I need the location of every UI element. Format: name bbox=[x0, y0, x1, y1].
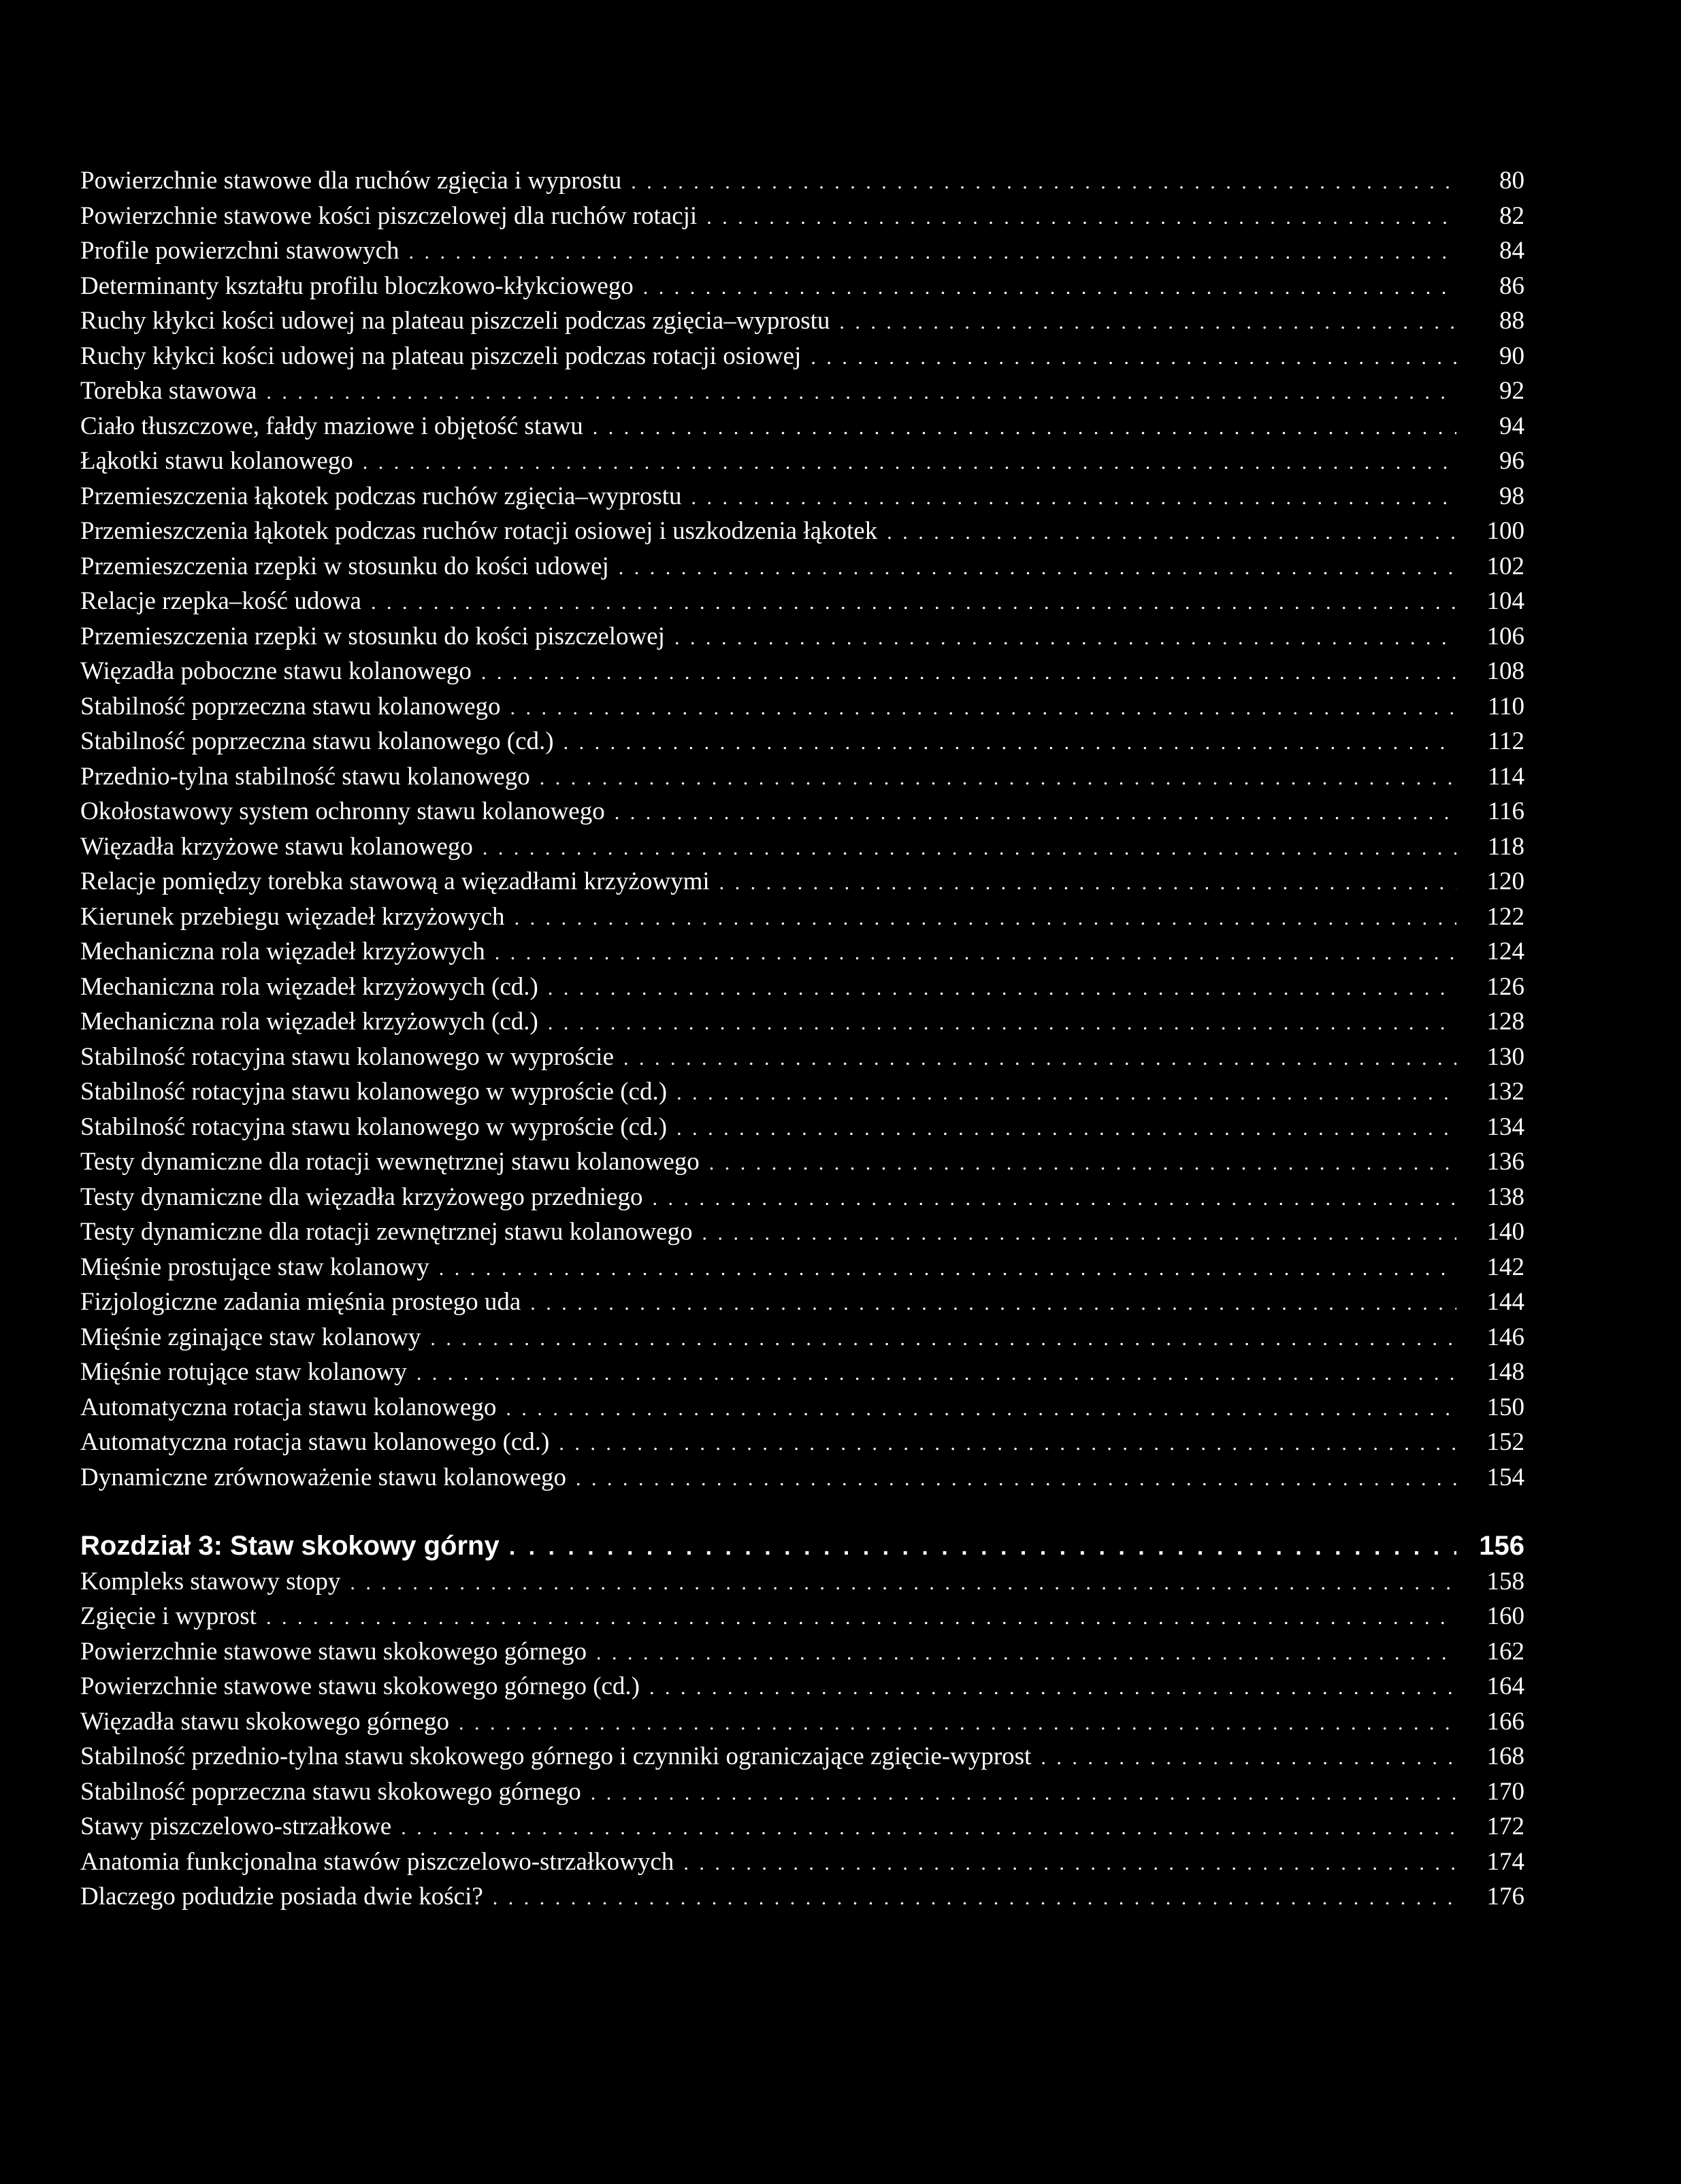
toc-entry-title: Mechaniczna rola więzadeł krzyżowych (cd.) bbox=[80, 1008, 538, 1036]
dot-leader bbox=[593, 410, 1456, 446]
toc-entry[interactable] bbox=[80, 1004, 1524, 1040]
toc-entry-title: Przemieszczenia rzepki w stosunku do kości udowej bbox=[80, 552, 609, 580]
dot-leader bbox=[591, 1776, 1456, 1811]
toc-entry-page-number: 100 bbox=[1486, 517, 1524, 545]
dot-leader bbox=[683, 1846, 1456, 1881]
dot-leader bbox=[811, 340, 1456, 376]
toc-entry-title: Kompleks stawowy stopy bbox=[80, 1567, 341, 1595]
toc-entry-title: Stabilność rotacyjna stawu kolanowego w wyproście (cd.) bbox=[80, 1078, 668, 1106]
toc-entry-title: Mechaniczna rola więzadeł krzyżowych bbox=[80, 938, 485, 965]
toc-entry-title: Przemieszczenia rzepki w stosunku do kości piszczelowej bbox=[80, 622, 665, 650]
toc-entry-page-number: 136 bbox=[1486, 1148, 1524, 1176]
toc-entry[interactable] bbox=[80, 1460, 1524, 1495]
toc-entry[interactable] bbox=[80, 479, 1524, 514]
dot-leader bbox=[430, 1321, 1456, 1357]
toc-entry-page-number: 86 bbox=[1499, 271, 1524, 300]
toc-entry-page-number: 96 bbox=[1499, 447, 1524, 475]
toc-entry[interactable] bbox=[80, 1425, 1524, 1460]
toc-entry-title: Testy dynamiczne dla rotacji zewnętrznej stawu kolanowego bbox=[80, 1218, 693, 1246]
dot-leader bbox=[702, 1216, 1456, 1251]
dot-leader bbox=[409, 235, 1456, 270]
toc-entry-page-number: 112 bbox=[1487, 727, 1524, 755]
dot-leader bbox=[417, 1356, 1456, 1391]
toc-entry-page-number: 126 bbox=[1486, 972, 1524, 1001]
toc-entry[interactable] bbox=[80, 689, 1524, 725]
dot-leader bbox=[706, 200, 1456, 235]
dot-leader bbox=[266, 1600, 1456, 1636]
toc-entry-page-number: 160 bbox=[1486, 1602, 1524, 1630]
dot-leader bbox=[548, 1006, 1456, 1041]
toc-entry[interactable] bbox=[80, 233, 1524, 269]
toc-entry[interactable] bbox=[80, 1390, 1524, 1425]
toc-entry[interactable] bbox=[80, 1355, 1524, 1390]
toc-entry-title: Ruchy kłykci kości udowej na plateau piszczeli podczas zgięcia–wyprostu bbox=[80, 307, 830, 335]
toc-entry-title: Okołostawowy system ochronny stawu kolanowego bbox=[80, 797, 605, 825]
dot-leader bbox=[652, 1181, 1456, 1217]
toc-entry-title: Profile powierzchni stawowych bbox=[80, 237, 399, 265]
toc-entry-page-number: 164 bbox=[1486, 1672, 1524, 1700]
dot-leader bbox=[576, 1461, 1456, 1497]
dot-leader bbox=[676, 1111, 1456, 1146]
toc-entry-page-number: 168 bbox=[1486, 1742, 1524, 1770]
toc-entry[interactable] bbox=[80, 1704, 1524, 1740]
toc-entry-page-number: 152 bbox=[1486, 1428, 1524, 1456]
toc-entry-page-number: 118 bbox=[1487, 832, 1524, 861]
toc-entry-page-number: 108 bbox=[1486, 657, 1524, 685]
toc-entry-page-number: 124 bbox=[1486, 938, 1524, 965]
toc-entry-title: Mięśnie zginające staw kolanowy bbox=[80, 1323, 421, 1351]
toc-entry[interactable] bbox=[80, 584, 1524, 619]
toc-entry-page-number: 170 bbox=[1486, 1777, 1524, 1806]
toc-entry[interactable] bbox=[80, 374, 1524, 409]
dot-leader bbox=[459, 1706, 1456, 1741]
toc-entry-page-number: 144 bbox=[1486, 1288, 1524, 1316]
toc-entry-title: Testy dynamiczne dla więzadła krzyżowego przedniego bbox=[80, 1182, 643, 1211]
toc-entry-title: Stabilność poprzeczna stawu kolanowego bbox=[80, 692, 501, 721]
toc-entry[interactable] bbox=[80, 339, 1524, 374]
toc-entry[interactable] bbox=[80, 899, 1524, 935]
toc-entry-title: Fizjologiczne zadania mięśnia prostego uda bbox=[80, 1288, 521, 1316]
toc-entry[interactable] bbox=[80, 1214, 1524, 1250]
dot-leader bbox=[401, 1810, 1456, 1846]
toc-entry-page-number: 102 bbox=[1486, 552, 1524, 580]
toc-entry[interactable] bbox=[80, 1320, 1524, 1355]
toc-entry[interactable] bbox=[80, 1564, 1524, 1600]
dot-leader bbox=[623, 1041, 1456, 1076]
toc-entry-page-number: 106 bbox=[1486, 622, 1524, 650]
toc-entry-title: Więzadła stawu skokowego górnego bbox=[80, 1707, 450, 1736]
dot-leader bbox=[371, 585, 1456, 621]
toc-entry-title: Przemieszczenia łąkotek podczas ruchów rotacji osiowej i uszkodzenia łąkotek bbox=[80, 517, 878, 545]
toc-entry-page-number: 142 bbox=[1486, 1253, 1524, 1281]
toc-entry-title: Stabilność rotacyjna stawu kolanowego w wyproście (cd.) bbox=[80, 1112, 668, 1141]
dot-leader bbox=[564, 725, 1456, 761]
toc-entry[interactable] bbox=[80, 1074, 1524, 1110]
toc-chapter-entries bbox=[80, 1564, 1524, 1915]
toc-entry[interactable] bbox=[80, 269, 1524, 304]
dot-leader bbox=[515, 901, 1456, 936]
dot-leader bbox=[615, 795, 1456, 831]
toc-entry-page-number: 150 bbox=[1486, 1393, 1524, 1421]
toc-entry-title: Relacje rzepka–kość udowa bbox=[80, 587, 361, 615]
toc-entry-title: Anatomia funkcjonalna stawów piszczelowo-strzałkowych bbox=[80, 1847, 674, 1876]
toc-entry[interactable] bbox=[80, 1599, 1524, 1634]
toc-entry-page-number: 174 bbox=[1486, 1847, 1524, 1876]
dot-leader bbox=[709, 1146, 1456, 1181]
toc-entry-title: Stabilność rotacyjna stawu kolanowego w wyproście bbox=[80, 1042, 615, 1071]
dot-leader bbox=[691, 480, 1456, 516]
chapter-page-number: 156 bbox=[1479, 1531, 1524, 1561]
dot-leader bbox=[540, 761, 1456, 796]
toc-entry-page-number: 88 bbox=[1499, 307, 1524, 335]
dot-leader bbox=[363, 445, 1456, 480]
dot-leader bbox=[839, 305, 1456, 340]
toc-entry-page-number: 154 bbox=[1486, 1463, 1524, 1491]
toc-entry-page-number: 120 bbox=[1486, 867, 1524, 895]
toc-entry[interactable] bbox=[80, 1879, 1524, 1915]
toc-entry-page-number: 104 bbox=[1486, 587, 1524, 615]
toc-entry-page-number: 98 bbox=[1499, 482, 1524, 510]
toc-entry-title: Zgięcie i wyprost bbox=[80, 1602, 257, 1630]
toc-entry-title: Więzadła poboczne stawu kolanowego bbox=[80, 657, 472, 685]
toc-entry-title: Mięśnie prostujące staw kolanowy bbox=[80, 1253, 429, 1281]
dot-leader bbox=[439, 1251, 1456, 1287]
toc-entry-page-number: 132 bbox=[1486, 1078, 1524, 1106]
dot-leader bbox=[530, 1286, 1456, 1321]
toc-entry[interactable] bbox=[80, 829, 1524, 865]
toc-entry-title: Przednio-tylna stabilność stawu kolanowego bbox=[80, 762, 530, 791]
dot-leader bbox=[719, 865, 1456, 901]
toc-entry-title: Dynamiczne zrównoważenie stawu kolanowego bbox=[80, 1463, 567, 1491]
toc-entry[interactable] bbox=[80, 1180, 1524, 1215]
toc-entry[interactable] bbox=[80, 1285, 1524, 1320]
toc-entry[interactable] bbox=[80, 514, 1524, 549]
toc-entry-title: Powierzchnie stawowe dla ruchów zgięcia i wyprostu bbox=[80, 167, 622, 195]
toc-entry-page-number: 82 bbox=[1499, 201, 1524, 230]
toc-entry-page-number: 134 bbox=[1486, 1112, 1524, 1141]
toc-entry[interactable] bbox=[80, 1040, 1524, 1075]
dot-leader bbox=[1041, 1740, 1456, 1776]
chapter-title: Rozdział 3: Staw skokowy górny bbox=[80, 1531, 500, 1561]
toc-entry-page-number: 94 bbox=[1499, 412, 1524, 440]
dot-leader bbox=[649, 1670, 1456, 1706]
toc-entry[interactable] bbox=[80, 163, 1524, 199]
toc-entry[interactable] bbox=[80, 864, 1524, 899]
toc-entry-page-number: 110 bbox=[1487, 692, 1524, 721]
toc-entry-page-number: 90 bbox=[1499, 342, 1524, 370]
toc-entry-title: Mechaniczna rola więzadeł krzyżowych (cd.) bbox=[80, 972, 538, 1001]
toc-entry[interactable] bbox=[80, 794, 1524, 829]
toc-entry-page-number: 166 bbox=[1486, 1707, 1524, 1736]
toc-entry[interactable] bbox=[80, 654, 1524, 689]
toc-entry-title: Więzadła krzyżowe stawu kolanowego bbox=[80, 832, 473, 861]
toc-entry-page-number: 148 bbox=[1486, 1358, 1524, 1386]
toc-entry-title: Łąkotki stawu kolanowego bbox=[80, 447, 353, 475]
toc-entry-title: Stawy piszczelowo-strzałkowe bbox=[80, 1813, 392, 1840]
toc-entry[interactable] bbox=[80, 724, 1524, 759]
toc-entry-page-number: 114 bbox=[1487, 762, 1524, 791]
toc-entry-title: Stabilność poprzeczna stawu skokowego górnego bbox=[80, 1777, 581, 1806]
toc-entry[interactable] bbox=[80, 444, 1524, 479]
toc-entry-title: Przemieszczenia łąkotek podczas ruchów zgięcia–wyprostu bbox=[80, 482, 682, 510]
toc-entry-title: Powierzchnie stawowe stawu skokowego górnego (cd.) bbox=[80, 1672, 640, 1700]
toc-entry-page-number: 162 bbox=[1486, 1637, 1524, 1666]
toc-entry[interactable] bbox=[80, 1634, 1524, 1670]
toc-entry-page-number: 158 bbox=[1486, 1567, 1524, 1595]
toc-entry[interactable] bbox=[80, 1110, 1524, 1145]
chapter-spacer bbox=[80, 1495, 1524, 1529]
toc-entry-title: Relacje pomiędzy torebka stawową a więzadłami krzyżowymi bbox=[80, 867, 710, 895]
toc-entry-title: Ruchy kłykci kości udowej na plateau piszczeli podczas rotacji osiowej bbox=[80, 342, 802, 370]
toc-entry[interactable] bbox=[80, 1809, 1524, 1844]
toc-entry[interactable] bbox=[80, 1144, 1524, 1180]
toc-entry-page-number: 80 bbox=[1499, 167, 1524, 195]
dot-leader bbox=[643, 270, 1456, 305]
toc-entry[interactable] bbox=[80, 970, 1524, 1005]
toc-entry-page-number: 116 bbox=[1487, 797, 1524, 825]
toc-entry-title: Stabilność poprzeczna stawu kolanowego (cd.) bbox=[80, 727, 554, 755]
toc-entry[interactable] bbox=[80, 1669, 1524, 1704]
toc-entry-title: Dlaczego podudzie posiada dwie kości? bbox=[80, 1883, 483, 1910]
dot-leader bbox=[676, 1076, 1456, 1111]
toc-entry[interactable] bbox=[80, 619, 1524, 655]
toc-entry[interactable] bbox=[80, 409, 1524, 444]
toc-entry[interactable] bbox=[80, 199, 1524, 234]
toc-entry[interactable] bbox=[80, 934, 1524, 970]
toc-entry-page-number: 128 bbox=[1486, 1008, 1524, 1036]
toc-entry[interactable] bbox=[80, 1250, 1524, 1285]
toc-entry-page-number: 146 bbox=[1486, 1323, 1524, 1351]
toc-entry-page-number: 138 bbox=[1486, 1182, 1524, 1211]
dot-leader bbox=[510, 691, 1456, 726]
dot-leader bbox=[559, 1426, 1456, 1461]
dot-leader bbox=[509, 1530, 1456, 1566]
dot-leader bbox=[481, 655, 1456, 691]
dot-leader bbox=[674, 621, 1456, 656]
toc-entry-title: Torebka stawowa bbox=[80, 377, 257, 405]
table-of-contents bbox=[80, 163, 1524, 1915]
toc-entry-page-number: 84 bbox=[1499, 237, 1524, 265]
toc-entry[interactable] bbox=[80, 1844, 1524, 1880]
chapter-heading[interactable] bbox=[80, 1529, 1524, 1564]
toc-entry-title: Ciało tłuszczowe, fałdy maziowe i objętość stawu bbox=[80, 412, 583, 440]
toc-entry-title: Powierzchnie stawowe kości piszczelowej dla ruchów rotacji bbox=[80, 201, 698, 230]
toc-entry-page-number: 176 bbox=[1486, 1883, 1524, 1910]
dot-leader bbox=[631, 165, 1456, 200]
toc-entry-page-number: 92 bbox=[1499, 377, 1524, 405]
toc-entry-page-number: 140 bbox=[1486, 1218, 1524, 1246]
toc-entry-page-number: 172 bbox=[1486, 1813, 1524, 1840]
toc-entry[interactable] bbox=[80, 1739, 1524, 1774]
toc-section-continued bbox=[80, 163, 1524, 1495]
dot-leader bbox=[506, 1391, 1456, 1427]
toc-entry-title: Powierzchnie stawowe stawu skokowego górnego bbox=[80, 1637, 587, 1666]
dot-leader bbox=[619, 550, 1456, 586]
toc-entry-title: Stabilność przednio-tylna stawu skokowego górnego i czynniki ograniczające zgięcie-wyprost bbox=[80, 1742, 1032, 1770]
toc-entry[interactable] bbox=[80, 303, 1524, 339]
toc-entry-title: Determinanty kształtu profilu bloczkowo-kłykciowego bbox=[80, 271, 634, 300]
dot-leader bbox=[266, 375, 1456, 410]
toc-entry-title: Testy dynamiczne dla rotacji wewnętrznej stawu kolanowego bbox=[80, 1148, 700, 1176]
toc-entry[interactable] bbox=[80, 1774, 1524, 1810]
dot-leader bbox=[483, 831, 1456, 866]
toc-entry-title: Mięśnie rotujące staw kolanowy bbox=[80, 1358, 407, 1386]
dot-leader bbox=[887, 515, 1456, 550]
dot-leader bbox=[596, 1636, 1456, 1671]
toc-entry-page-number: 122 bbox=[1486, 902, 1524, 931]
dot-leader bbox=[493, 1881, 1456, 1916]
toc-entry[interactable] bbox=[80, 549, 1524, 584]
dot-leader bbox=[495, 936, 1456, 971]
toc-entry[interactable] bbox=[80, 759, 1524, 795]
toc-entry-title: Automatyczna rotacja stawu kolanowego bbox=[80, 1393, 497, 1421]
dot-leader bbox=[350, 1566, 1456, 1601]
dot-leader bbox=[548, 971, 1456, 1006]
toc-entry-title: Kierunek przebiegu więzadeł krzyżowych bbox=[80, 902, 505, 931]
toc-entry-page-number: 130 bbox=[1486, 1042, 1524, 1071]
toc-entry-title: Automatyczna rotacja stawu kolanowego (cd.) bbox=[80, 1428, 550, 1456]
